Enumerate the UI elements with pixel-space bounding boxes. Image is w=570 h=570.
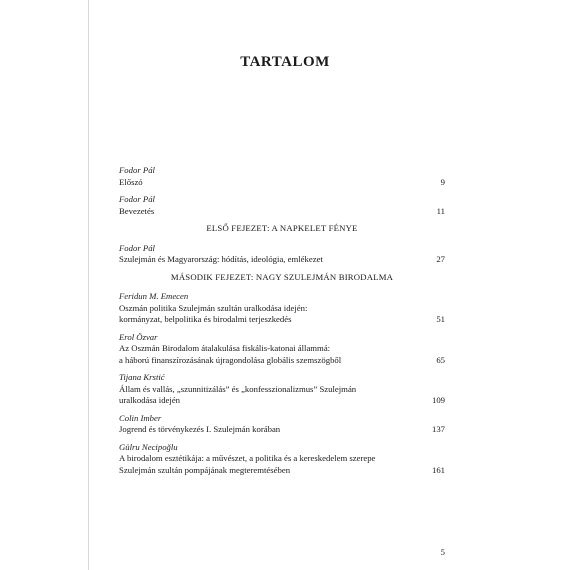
entry-title-line: Szulejmán szultán pompájának megteremtésében [119,464,291,475]
entry-page-number: 109 [431,395,445,405]
toc-entry[interactable] [119,372,445,407]
entry-title-line: kormányzat, belpolitika és birodalmi terjeszkedés [119,314,292,324]
toc-entry[interactable] [119,332,445,367]
entry-author: Colin Imber [119,412,162,423]
entry-title-line: uralkodása idején [119,395,181,405]
entry-author: Gülru Necipoğlu [119,441,178,452]
entry-author: Feridun M. Emecen [119,291,189,301]
entry-title-row [119,343,445,366]
entry-title-line: a háború finanszírozásának újragondolása globális szemszögből [119,354,342,365]
entry-title-row [119,303,445,326]
entry-author: Tijana Krstić [119,372,165,382]
entry-title [119,424,432,436]
entry-page-number: 137 [431,424,445,434]
entry-title [119,177,441,189]
entry-title-line: Szulejmán és Magyarország: hódítás, ideológia, emlékezet [119,254,323,264]
entry-title-row [119,254,445,266]
entry-title [119,303,436,326]
chapter-heading: ELSŐ FEJEZET: A NAPKELET FÉNYE [206,223,358,233]
entry-page-number: 9 [440,176,445,187]
entry-title-line: A birodalom esztétikája: a művészet, a politika és a kereskedelem szerepe [119,453,376,463]
entry-page-number: 27 [436,254,445,264]
toc-entry[interactable] [119,194,445,217]
page-title: TARTALOM [240,54,330,70]
entry-title [119,453,432,476]
entry-title-line: Állam és vallás, „szunnitizálás” és „konfesszionalizmus” Szulejmán [119,383,357,394]
entry-title-line: Az Oszmán Birodalom átalakulása fiskális-katonai állammá: [119,343,331,353]
toc-entry[interactable] [119,243,445,266]
toc-entry[interactable] [119,291,445,326]
entry-title-line: Oszmán politika Szulejmán szultán uralkodása idején: [119,302,308,313]
toc-entry[interactable] [119,413,445,436]
entry-title-line: Jogrend és törvénykezés I. Szulejmán korában [119,424,281,434]
entry-title-row [119,177,445,189]
table-of-contents [119,165,445,482]
entry-page-number: 51 [436,314,445,324]
entry-title-row [119,384,445,407]
entry-title-line: Bevezetés [119,205,155,216]
entry-author: Fodor Pál [119,242,155,253]
entry-author: Erol Özvar [119,331,158,342]
toc-entry[interactable] [119,442,445,477]
chapter-heading: MÁSODIK FEJEZET: NAGY SZULEJMÁN BIRODALMA [170,271,394,282]
entry-title [119,384,432,407]
entry-page-number: 11 [436,205,445,216]
entry-title [119,343,436,366]
entry-author: Fodor Pál [119,194,155,204]
toc-entry[interactable] [119,165,445,188]
entry-title [119,206,437,218]
entry-title-row [119,453,445,476]
page-edge [88,0,89,570]
entry-author: Fodor Pál [119,165,155,175]
entry-title-row [119,206,445,218]
entry-page-number: 65 [436,354,445,365]
entry-title-row [119,424,445,436]
entry-title [119,254,436,266]
entry-title-line: Előszó [119,176,143,187]
entry-page-number: 161 [431,464,445,475]
page-number: 5 [440,547,445,557]
